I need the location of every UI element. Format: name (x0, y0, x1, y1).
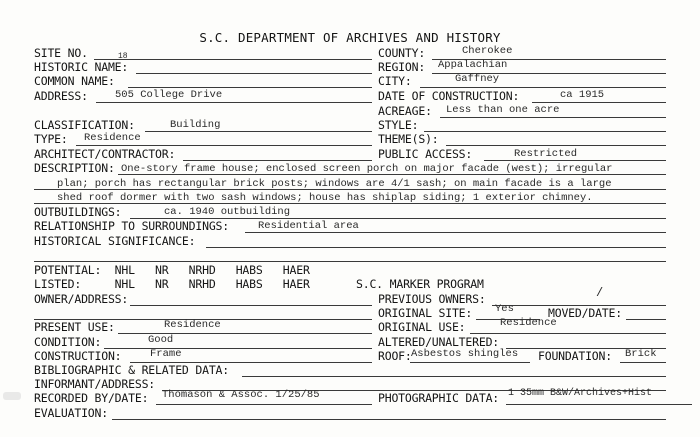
region-value: Appalachian (438, 59, 508, 71)
evaluation-label: EVALUATION: (34, 406, 108, 420)
relationship-value: Residential area (258, 220, 359, 232)
site-no-value: 18 (118, 52, 128, 61)
foundation-label: FOUNDATION: (538, 349, 612, 363)
condition-value: Good (148, 334, 174, 346)
owner-address-label: OWNER/ADDRESS: (34, 292, 129, 306)
date-of-construction-label: DATE OF CONSTRUCTION: (378, 89, 520, 103)
acreage-value: Less than one acre (446, 104, 560, 116)
address-line (96, 102, 372, 103)
public-access-value: Restricted (514, 148, 578, 160)
sc-marker-label: S.C. MARKER PROGRAM (356, 277, 484, 291)
type-value: Residence (84, 132, 141, 144)
common-name-label: COMMON NAME: (34, 74, 115, 88)
recorded-by-value: Thomason & Assoc. 1/25/85 (162, 389, 320, 401)
acreage-line (440, 117, 666, 118)
bibliographic-line (242, 376, 666, 377)
description-text-1: One-story frame house; enclosed screen porch on major facade (west); irregular (121, 163, 613, 175)
listed-row: LISTED: NHL NR NRHD HABS HAER (34, 277, 310, 291)
type-line (76, 145, 372, 146)
city-label: CITY: (378, 74, 412, 88)
site-no-label: SITE NO. (34, 46, 88, 60)
description-label: DESCRIPTION: (34, 161, 115, 175)
recorded-by-line (156, 404, 372, 405)
city-value: Gaffney (455, 73, 500, 85)
previous-owners-label: PREVIOUS OWNERS: (378, 292, 486, 306)
moved-date-label: MOVED/DATE: (548, 306, 622, 320)
common-name-line (128, 87, 372, 88)
classification-value: Building (170, 119, 221, 131)
relationship-label: RELATIONSHIP TO SURROUNDINGS: (34, 219, 229, 233)
historic-name-label: HISTORIC NAME: (34, 60, 129, 74)
roof-value: Asbestos shingles (411, 348, 519, 360)
historical-significance-line (206, 247, 666, 248)
original-use-line (470, 333, 666, 334)
informant-label: INFORMANT/ADDRESS: (34, 377, 156, 391)
historical-significance-line-2 (34, 261, 666, 262)
moved-mark: / (596, 286, 604, 300)
foundation-value: Brick (625, 348, 657, 360)
historic-name-line (136, 73, 372, 74)
roof-line (410, 362, 530, 363)
relationship-line (245, 232, 666, 233)
public-access-label: PUBLIC ACCESS: (378, 147, 473, 161)
date-of-construction-line (532, 102, 666, 103)
address-value: 505 College Drive (115, 89, 223, 101)
region-label: REGION: (378, 60, 426, 74)
type-label: TYPE: (34, 132, 68, 146)
classification-line (145, 131, 372, 132)
roof-label: ROOF: (378, 349, 412, 363)
public-access-line (484, 160, 666, 161)
construction-value: Frame (150, 348, 182, 360)
original-use-label: ORIGINAL USE: (378, 320, 466, 334)
form-title: S.C. DEPARTMENT OF ARCHIVES AND HISTORY (199, 30, 501, 45)
altered-label: ALTERED/UNALTERED: (378, 335, 500, 349)
city-line (420, 87, 666, 88)
condition-label: CONDITION: (34, 335, 102, 349)
photographic-data-line (506, 404, 692, 405)
original-site-value: Yes (495, 303, 514, 315)
owner-address-line (130, 305, 372, 306)
county-value: Cherokee (462, 45, 513, 57)
style-line (424, 131, 666, 132)
architect-label: ARCHITECT/CONTRACTOR: (34, 147, 176, 161)
historical-significance-label: HISTORICAL SIGNIFICANCE: (34, 234, 196, 248)
construction-label: CONSTRUCTION: (34, 349, 122, 363)
bibliographic-label: BIBLIOGRAPHIC & RELATED DATA: (34, 363, 229, 377)
classification-label: CLASSIFICATION: (34, 118, 135, 132)
description-text-2: plan; porch has rectangular brick posts; windows are 4/1 sash; on main facade is a large (57, 178, 612, 190)
themes-label: THEME(S): (378, 132, 439, 146)
recorded-by-label: RECORDED BY/DATE: (34, 391, 149, 405)
foundation-line (620, 362, 666, 363)
moved-date-line (626, 319, 666, 320)
smudge-mark (3, 392, 21, 400)
original-use-value: Residence (500, 317, 557, 329)
themes-line (446, 145, 666, 146)
description-text-3: shed roof dormer with two sash windows; house has shiplap siding; 1 exterior chimney. (57, 192, 593, 204)
photographic-data-label: PHOTOGRAPHIC DATA: (378, 391, 500, 405)
architect-line (183, 160, 372, 161)
site-no-line (94, 59, 372, 60)
address-label: ADDRESS: (34, 89, 88, 103)
potential-row: POTENTIAL: NHL NR NRHD HABS HAER (34, 263, 310, 277)
condition-line (104, 348, 372, 349)
evaluation-line (112, 419, 666, 420)
outbuildings-value: ca. 1940 outbuilding (164, 206, 291, 218)
style-label: STYLE: (378, 118, 419, 132)
present-use-label: PRESENT USE: (34, 320, 115, 334)
date-of-construction-value: ca 1915 (560, 89, 605, 101)
original-site-label: ORIGINAL SITE: (378, 306, 473, 320)
acreage-label: ACREAGE: (378, 104, 432, 118)
county-label: COUNTY: (378, 46, 426, 60)
outbuildings-label: OUTBUILDINGS: (34, 205, 122, 219)
present-use-value: Residence (164, 319, 221, 331)
photographic-data-value: 1 35mm B&W/Archives+Hist (508, 388, 653, 399)
